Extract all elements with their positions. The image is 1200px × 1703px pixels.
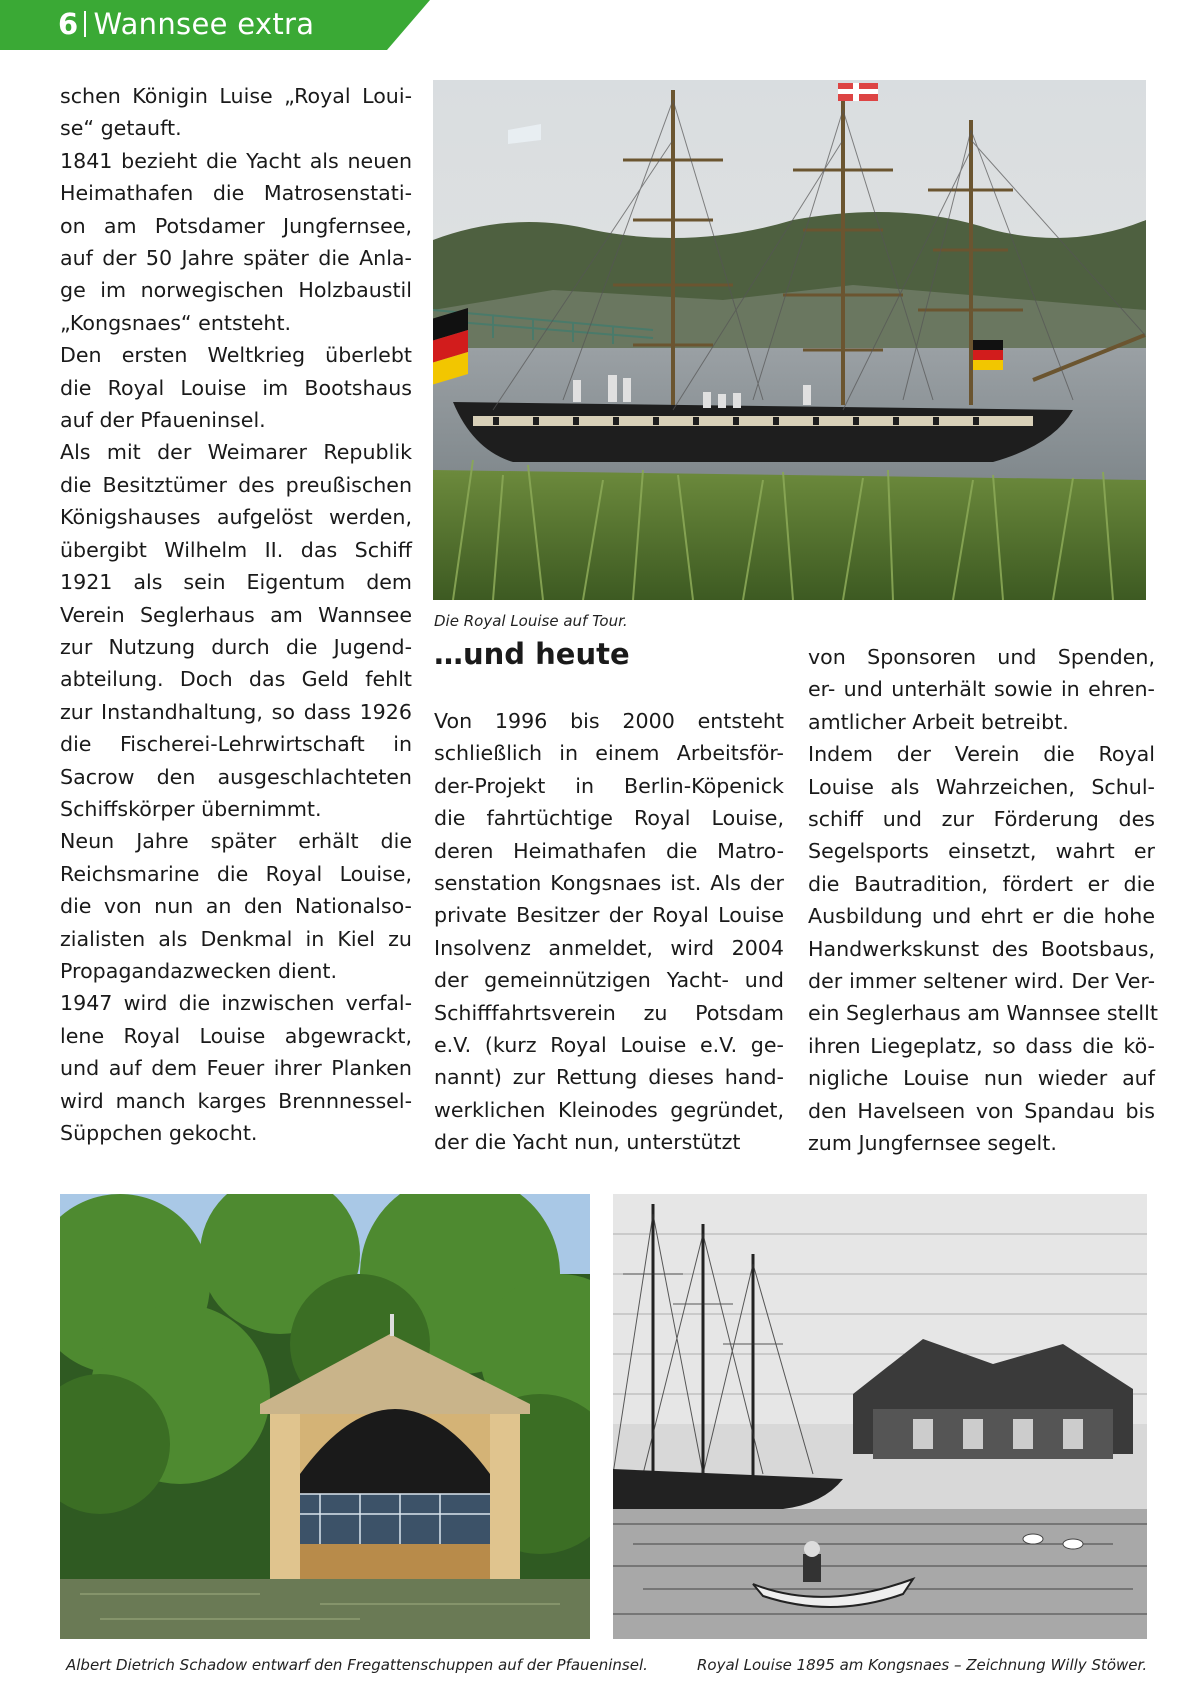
text-line: auf der Pfaueninsel.	[60, 408, 266, 433]
text-line: den Havelseen von Spandau bis	[808, 1098, 1155, 1123]
text-line: übergibt Wilhelm II. das Schiff	[60, 537, 412, 562]
page-number: 6	[58, 7, 79, 41]
text-line: die Fischerei-Lehrwirtschaft in	[60, 732, 412, 757]
section-title: Wannsee extra	[93, 7, 315, 41]
text-line: ein Seglerhaus am Wannsee stellt	[808, 1001, 1158, 1026]
text-line: schiff und zur Förderung des	[808, 807, 1155, 832]
text-line: Königshauses aufgelöst werden,	[60, 505, 412, 530]
text-line: wird manch karges Brennnessel-	[60, 1088, 412, 1113]
text-line: „Kongsnaes“ entsteht.	[60, 310, 292, 335]
text-line: Von 1996 bis 2000 entsteht	[434, 709, 784, 733]
text-line: deren Heimathafen die Matro-	[434, 838, 784, 863]
text-line: Schiffskörper übernimmt.	[60, 796, 322, 821]
text-line: Segelsports einsetzt, wahrt er	[808, 839, 1155, 864]
text-line: der die Yacht nun, unterstützt	[434, 1130, 741, 1155]
text-line: Indem der Verein die Royal	[808, 742, 1155, 767]
text-line: Heimathafen die Matrosenstati-	[60, 181, 412, 206]
text-line: werklichen Kleinodes gegründet,	[434, 1097, 784, 1122]
text-line: die Besitztümer des preußischen	[60, 472, 412, 497]
text-line: die Bautradition, fördert er die	[808, 871, 1155, 896]
subheading: …und heute	[434, 637, 630, 671]
article-column-2	[434, 705, 784, 1159]
text-line: Neun Jahre später erhält die	[60, 829, 412, 854]
drawing-caption: Royal Louise 1895 am Kongsnaes – Zeichnung Willy Stöwer.	[697, 1656, 1148, 1674]
text-line: senstation Kongsnaes ist. Als der	[434, 871, 784, 896]
text-line: die Royal Louise im Bootshaus	[60, 375, 412, 400]
text-line: Insolvenz anmeldet, wird 2004	[434, 935, 784, 960]
text-line: Ausbildung und ehrt er die hohe	[808, 904, 1155, 929]
text-line: der-Projekt in Berlin-Köpenick	[434, 773, 784, 798]
text-line: Den ersten Weltkrieg überlebt	[60, 343, 412, 368]
text-line: der immer seltener wird. Der Ver-	[808, 969, 1155, 994]
article-column-3	[808, 641, 1158, 1160]
text-line: private Besitzer der Royal Louise	[434, 903, 784, 928]
boathouse-photo-caption: Albert Dietrich Schadow entwarf den Fregattenschuppen auf der Pfaueninsel.	[66, 1656, 648, 1674]
article-column-1	[60, 80, 412, 1149]
text-line: von Sponsoren und Spenden,	[808, 645, 1155, 669]
text-line: Schifffahrtsverein zu Potsdam	[434, 1000, 784, 1025]
text-line: zialisten als Denkmal in Kiel zu	[60, 926, 412, 951]
text-line: Süppchen gekocht.	[60, 1121, 258, 1145]
boathouse-photo	[60, 1194, 590, 1639]
text-line: 1921 als sein Eigentum dem	[60, 570, 412, 595]
text-line: der gemeinnützigen Yacht- und	[434, 968, 784, 993]
text-line: zum Jungfernsee segelt.	[808, 1131, 1057, 1156]
text-line: Sacrow den ausgeschlachteten	[60, 764, 412, 789]
text-line: ge im norwegischen Holzbaustil	[60, 278, 412, 303]
text-line: er- und unterhält sowie in ehren-	[808, 677, 1155, 702]
text-line: Als mit der Weimarer Republik	[60, 440, 412, 465]
text-line: Handwerkskunst des Bootsbaus,	[808, 936, 1155, 961]
text-line: on am Potsdamer Jungfernsee,	[60, 213, 412, 238]
text-line: schließlich in einem Arbeitsför-	[434, 741, 784, 766]
text-line: se“ getauft.	[60, 116, 182, 141]
text-line: zur Instandhaltung, so dass 1926	[60, 699, 412, 724]
text-line: amtlicher Arbeit betreibt.	[808, 709, 1069, 734]
section-header	[58, 7, 314, 41]
header-divider	[84, 11, 86, 37]
text-line: Reichsmarine die Royal Louise,	[60, 861, 412, 886]
ship-photo-caption: Die Royal Louise auf Tour.	[434, 612, 628, 630]
text-line: ihren Liegeplatz, so dass die kö-	[808, 1033, 1155, 1058]
text-line: e.V. (kurz Royal Louise e.V. ge-	[434, 1033, 784, 1058]
text-line: und auf dem Feuer ihrer Planken	[60, 1056, 412, 1081]
text-line: abteilung. Doch das Geld fehlt	[60, 667, 412, 692]
text-line: zur Nutzung durch die Jugend-	[60, 634, 412, 659]
text-line: 1841 bezieht die Yacht als neuen	[60, 148, 412, 173]
text-line: Propagandazwecken dient.	[60, 958, 338, 983]
text-line: nigliche Louise nun wieder auf	[808, 1066, 1155, 1091]
text-line: nannt) zur Rettung dieses hand-	[434, 1065, 784, 1090]
text-line: 1947 wird die inzwischen verfal-	[60, 991, 412, 1016]
text-line: auf der 50 Jahre später die Anla-	[60, 246, 412, 271]
text-line: Verein Seglerhaus am Wannsee	[60, 602, 412, 627]
text-line: die fahrtüchtige Royal Louise,	[434, 806, 784, 831]
text-line: Louise als Wahrzeichen, Schul-	[808, 774, 1155, 799]
ship-photo	[433, 80, 1146, 600]
text-line: schen Königin Luise „Royal Loui-	[60, 84, 412, 108]
drawing-image	[613, 1194, 1147, 1639]
text-line: lene Royal Louise abgewrackt,	[60, 1023, 412, 1048]
text-line: die von nun an den Nationalso-	[60, 894, 412, 919]
